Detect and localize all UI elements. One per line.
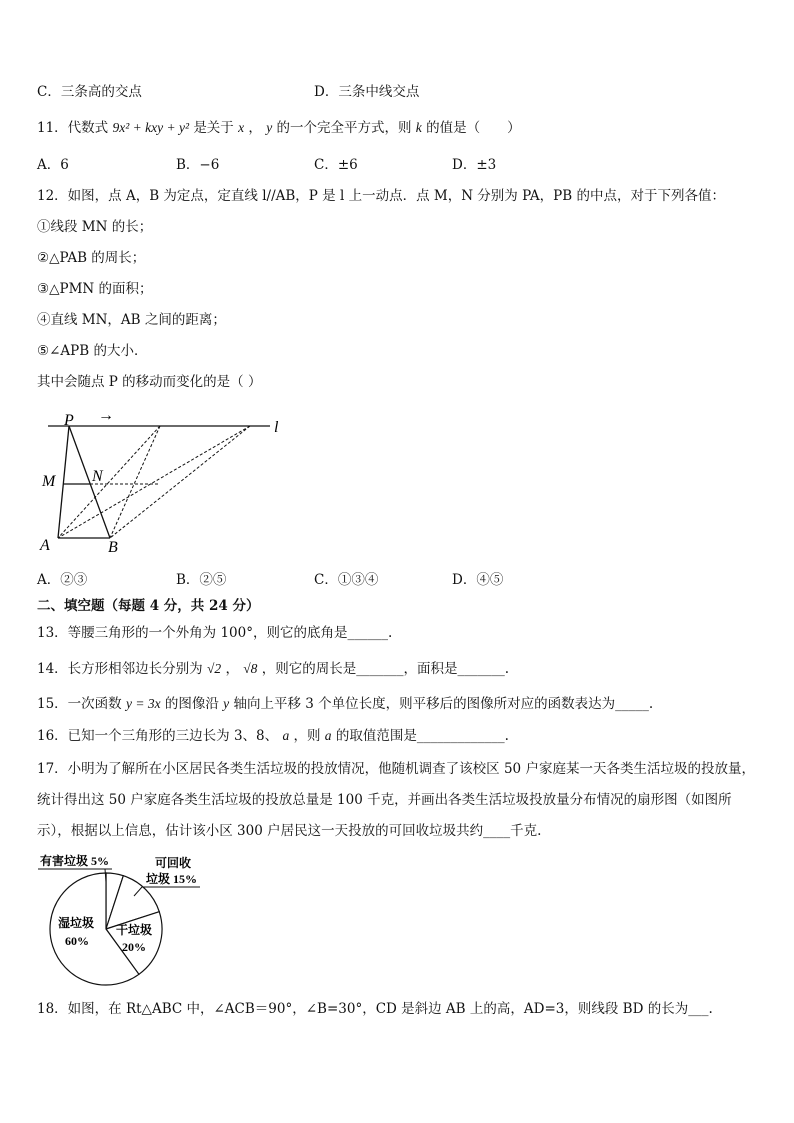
- q13-stem: 13．等腰三角形的一个外角为 100°，则它的底角是______.: [37, 625, 393, 641]
- q16-var-a: a: [282, 728, 290, 743]
- label-wet-1: 湿垃圾: [58, 916, 95, 930]
- q16-mid: ，则: [293, 728, 321, 744]
- q14-root-2: √2: [206, 661, 222, 676]
- label-recyclable-2: 垃圾 15%: [146, 872, 198, 886]
- pie-chart: [38, 852, 218, 987]
- q11-prefix: 11．代数式: [37, 120, 109, 136]
- label-m: M: [42, 473, 56, 490]
- q11-stem: [37, 119, 521, 137]
- segment-pb: [69, 426, 110, 538]
- label-n: N: [92, 468, 103, 485]
- q15-mid: 的图像沿: [164, 696, 219, 712]
- q11-option-a: A．6: [37, 157, 69, 173]
- q10-option-c: C．三条高的交点: [37, 84, 142, 100]
- q12-option-c: C．①③④: [314, 572, 379, 588]
- label-l: l: [274, 419, 279, 436]
- q14-stem: [37, 660, 509, 678]
- direction-arrow-icon: →: [98, 407, 114, 424]
- q12-option-a: A．②③: [37, 572, 88, 588]
- label-a: A: [40, 537, 50, 554]
- label-recyclable-1: 可回收: [155, 856, 192, 870]
- q11-var-y: y: [266, 120, 273, 135]
- q12-question: 其中会随点 P 的移动而变化的是（ ）: [37, 374, 262, 390]
- q14-sep: ，: [225, 661, 239, 677]
- q12-item-2: ②△PAB 的周长；: [37, 250, 146, 266]
- q10-option-d: D．三条中线交点: [314, 84, 420, 100]
- q11-option-c: C．±6: [314, 157, 358, 173]
- q15-var-y: y: [223, 696, 230, 711]
- q14-root-8: √8: [243, 661, 258, 676]
- label-dry-1: 干垃圾: [116, 923, 153, 937]
- q11-mid1: 是关于: [193, 120, 234, 136]
- q17-line-1: 17．小明为了解所在小区居民各类生活垃圾的投放情况，他随机调查了该校区 50 户家庭某一天各类生活垃圾的投放量，: [37, 761, 755, 777]
- q16-prefix: 16．已知一个三角形的三边长为 3、8、: [37, 728, 279, 744]
- q11-mid2: 的一个完全平方式，则: [276, 120, 412, 136]
- q17-line-2: 统计得出这 50 户家庭各类生活垃圾的投放总量是 100 千克，并画出各类生活垃圾投放量分布情况的扇形图（如图所: [37, 792, 732, 808]
- q18-stem: 18．如图，在 Rt△ABC 中，∠ACB＝90°，∠B=30°，CD 是斜边 AB 上的高，AD=3，则线段 BD 的长为___.: [37, 1001, 713, 1017]
- q12-option-b: B．②⑤: [176, 572, 227, 588]
- q11-option-b: B．−6: [176, 157, 220, 173]
- q11-expression: 9x² + kxy + y²: [112, 120, 190, 135]
- label-p: P: [64, 412, 74, 429]
- label-b: B: [108, 539, 118, 556]
- q11-var-x: x: [238, 120, 245, 135]
- q15-function: y = 3x: [125, 696, 161, 711]
- q16-var-a2: a: [324, 728, 332, 743]
- q17-line-3: 示），根据以上信息，估计该小区 300 户居民这一天投放的可回收垃圾共约____千克.: [37, 823, 542, 839]
- q12-item-4: ④直线 MN，AB 之间的距离；: [37, 312, 226, 328]
- dashed-alternates: [58, 426, 250, 538]
- q14-suffix: ，则它的周长是_______，面积是_______.: [261, 661, 510, 677]
- q11-suffix: 的值是（ ）: [426, 120, 521, 136]
- q12-item-1: ①线段 MN 的长；: [37, 219, 153, 235]
- segment-pa: [58, 426, 69, 538]
- label-wet-2: 60%: [65, 934, 89, 948]
- q12-figure: [38, 405, 288, 560]
- q15-stem: [37, 695, 653, 713]
- q16-suffix: 的取值范围是_____________.: [335, 728, 509, 744]
- q15-suffix: 轴向上平移 3 个单位长度，则平移后的图像所对应的函数表达为_____.: [233, 696, 654, 712]
- q16-stem: [37, 727, 509, 745]
- q12-stem: 12．如图，点 A，B 为定点，定直线 l//AB，P 是 l 上一动点．点 M，N 分别为 PA，PB 的中点，对于下列各值：: [37, 188, 725, 204]
- label-hazardous: 有害垃圾 5%: [40, 854, 110, 868]
- section-title: 二、填空题（每题 4 分，共 24 分）: [37, 598, 260, 614]
- label-dry-2: 20%: [122, 940, 146, 954]
- q14-prefix: 14．长方形相邻边长分别为: [37, 661, 203, 677]
- q11-var-k: k: [415, 120, 422, 135]
- q11-sep: ，: [248, 120, 262, 136]
- q12-item-5: ⑤∠APB 的大小．: [37, 343, 148, 359]
- q15-prefix: 15．一次函数: [37, 696, 122, 712]
- q12-option-d: D．④⑤: [452, 572, 504, 588]
- q12-item-3: ③△PMN 的面积；: [37, 281, 153, 297]
- q11-option-d: D．±3: [452, 157, 497, 173]
